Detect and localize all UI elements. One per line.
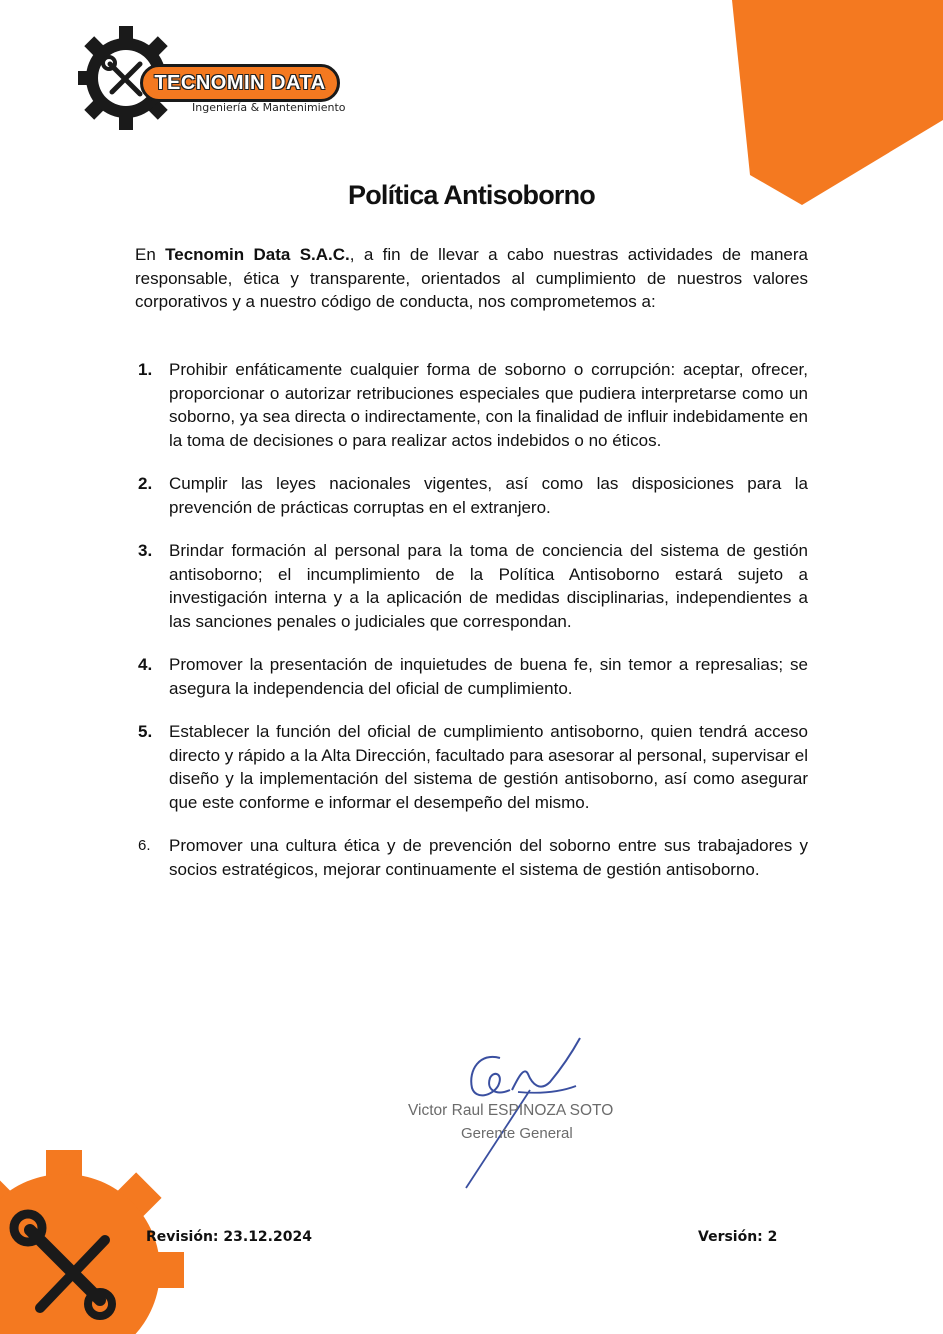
list-item [138,720,808,814]
item-number: 4. [138,655,153,674]
item-text: Brindar formación al personal para la toma de conciencia del sistema de gestión antisoborno; el incumplimiento de la Política Antisoborno estará sujeto a investigación interna y a la aplicación de medidas disciplinarias, independientes a las sanciones penales o judiciales que correspondan. [169,541,808,631]
item-number: 5. [138,722,153,741]
decorative-corner-shape [680,0,943,205]
version-number: Versión: 2 [698,1229,778,1245]
intro-prefix: En [135,245,166,264]
intro-paragraph [135,243,808,314]
logo-title: TECNOMIN DATA [140,64,340,102]
item-text: Establecer la función del oficial de cumplimiento antisoborno, quien tendrá acceso directo y rápido a la Alta Dirección, facultado para asesorar al personal, supervisar el diseño y la implementación del sistema de gestión antisoborno, así como asegurar que este conforme e informar el desempeño del mismo. [169,722,808,812]
item-number: 3. [138,541,153,560]
item-number: 6. [138,837,151,854]
signature-block [400,1030,660,1200]
company-logo [78,20,348,132]
item-text: Cumplir las leyes nacionales vigentes, así como las disposiciones para la prevención de prácticas corruptas en el extranjero. [169,474,808,517]
intro-text: , a fin de llevar a cabo nuestras actividades de manera responsable, ética y transparente, orientados al cumplimiento de nuestros valores corporativos y a nuestro código de conducta, nos comprometemos a: [135,245,808,311]
list-item [138,472,808,519]
item-number: 1. [138,360,153,379]
item-text: Prohibir enfáticamente cualquier forma de soborno o corrupción: aceptar, ofrecer, proporcionar o autorizar retribuciones especiales que pudiera interpretarse como un soborno, ya sea directa o indirectamente, con la finalidad de influir indebidamente en la toma de decisiones o para realizar actos indebidos o no éticos. [169,360,808,450]
revision-date: Revisión: 23.12.2024 [146,1229,312,1245]
list-item [138,539,808,633]
list-item [138,358,808,452]
item-text: Promover la presentación de inquietudes de buena fe, sin temor a represalias; se asegura la independencia del oficial de cumplimiento. [169,655,808,698]
logo-subtitle: Ingeniería & Mantenimiento [192,101,346,114]
signatory-name: Victor Raul ESPINOZA SOTO [408,1102,614,1119]
commitments-list [138,358,808,901]
list-item [138,834,808,881]
decorative-gear-icon [0,1120,190,1334]
company-name: Tecnomin Data S.A.C. [165,245,350,264]
item-number: 2. [138,474,153,493]
list-item [138,653,808,700]
page-title: Política Antisoborno [348,180,595,210]
signatory-role: Gerente General [461,1125,573,1142]
item-text: Promover una cultura ética y de prevención del soborno entre sus trabajadores y socios estratégicos, mejorar continuamente el sistema de gestión antisoborno. [169,836,808,879]
